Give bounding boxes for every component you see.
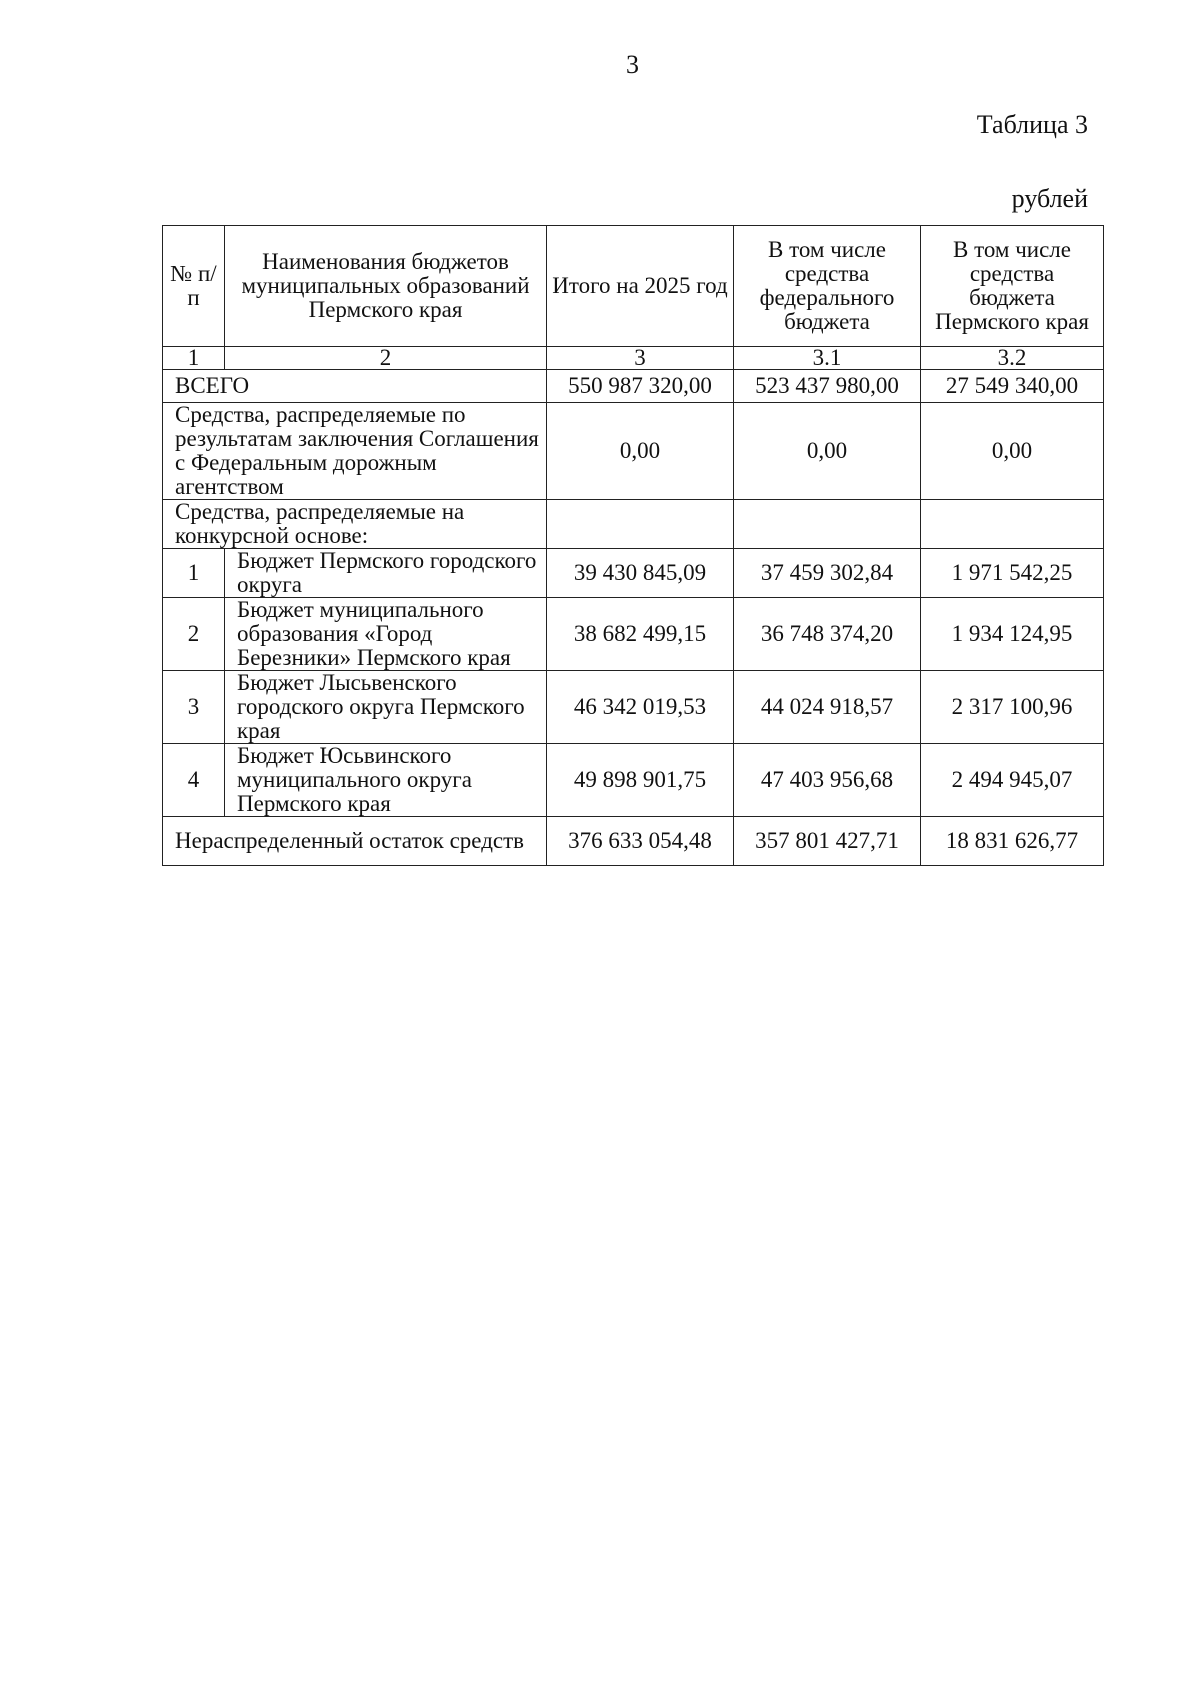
row-number: 1 [163, 549, 225, 598]
row-total: 38 682 499,15 [547, 598, 734, 671]
competitive-row [163, 500, 1104, 549]
column-number: 3.2 [921, 347, 1104, 370]
row-federal: 44 024 918,57 [734, 671, 921, 744]
column-number: 3.1 [734, 347, 921, 370]
remainder-label: Нераспределенный остаток средств [163, 817, 547, 866]
row-regional: 1 934 124,95 [921, 598, 1104, 671]
row-total: 49 898 901,75 [547, 744, 734, 817]
total-label: ВСЕГО [163, 370, 547, 403]
header-federal: В том числе средства федерального бюджета [734, 226, 921, 347]
row-federal: 36 748 374,20 [734, 598, 921, 671]
row-number: 4 [163, 744, 225, 817]
total-federal: 523 437 980,00 [734, 370, 921, 403]
row-regional: 2 317 100,96 [921, 671, 1104, 744]
total-total: 550 987 320,00 [547, 370, 734, 403]
header-total: Итого на 2025 год [547, 226, 734, 347]
row-total: 46 342 019,53 [547, 671, 734, 744]
competitive-label: Средства, распределяемые на конкурсной основе: [163, 500, 547, 549]
header-row [163, 226, 1104, 347]
row-total: 39 430 845,09 [547, 549, 734, 598]
table-row [163, 744, 1104, 817]
row-name: Бюджет Юсьвинского муниципального округа Пермского края [225, 744, 547, 817]
table-title: Таблица 3 [976, 110, 1088, 139]
remainder-row [163, 817, 1104, 866]
agreement-regional: 0,00 [921, 403, 1104, 500]
row-name: Бюджет Лысьвенского городского округа Пермского края [225, 671, 547, 744]
row-federal: 37 459 302,84 [734, 549, 921, 598]
column-number: 2 [225, 347, 547, 370]
header-num: № п/п [163, 226, 225, 347]
remainder-regional: 18 831 626,77 [921, 817, 1104, 866]
row-name: Бюджет Пермского городского округа [225, 549, 547, 598]
column-number: 3 [547, 347, 734, 370]
row-regional: 2 494 945,07 [921, 744, 1104, 817]
row-name: Бюджет муниципального образования «Город Березники» Пермского края [225, 598, 547, 671]
empty-cell [921, 500, 1104, 549]
remainder-total: 376 633 054,48 [547, 817, 734, 866]
row-regional: 1 971 542,25 [921, 549, 1104, 598]
header-regional: В том числе средства бюджета Пермского края [921, 226, 1104, 347]
table-row [163, 671, 1104, 744]
table-row [163, 549, 1104, 598]
remainder-federal: 357 801 427,71 [734, 817, 921, 866]
budget-table [162, 225, 1104, 866]
units-label: рублей [1011, 184, 1088, 213]
table-row [163, 598, 1104, 671]
page-number: 3 [626, 50, 639, 79]
total-row [163, 370, 1104, 403]
row-number: 3 [163, 671, 225, 744]
empty-cell [547, 500, 734, 549]
agreement-federal: 0,00 [734, 403, 921, 500]
empty-cell [734, 500, 921, 549]
agreement-total: 0,00 [547, 403, 734, 500]
column-number-row [163, 347, 1104, 370]
column-number: 1 [163, 347, 225, 370]
agreement-label: Средства, распределяемые по результатам заключения Соглашения с Федеральным дорожным агентством [163, 403, 547, 500]
row-number: 2 [163, 598, 225, 671]
total-regional: 27 549 340,00 [921, 370, 1104, 403]
header-name: Наименования бюджетов муниципальных образований Пермского края [225, 226, 547, 347]
agreement-row [163, 403, 1104, 500]
row-federal: 47 403 956,68 [734, 744, 921, 817]
